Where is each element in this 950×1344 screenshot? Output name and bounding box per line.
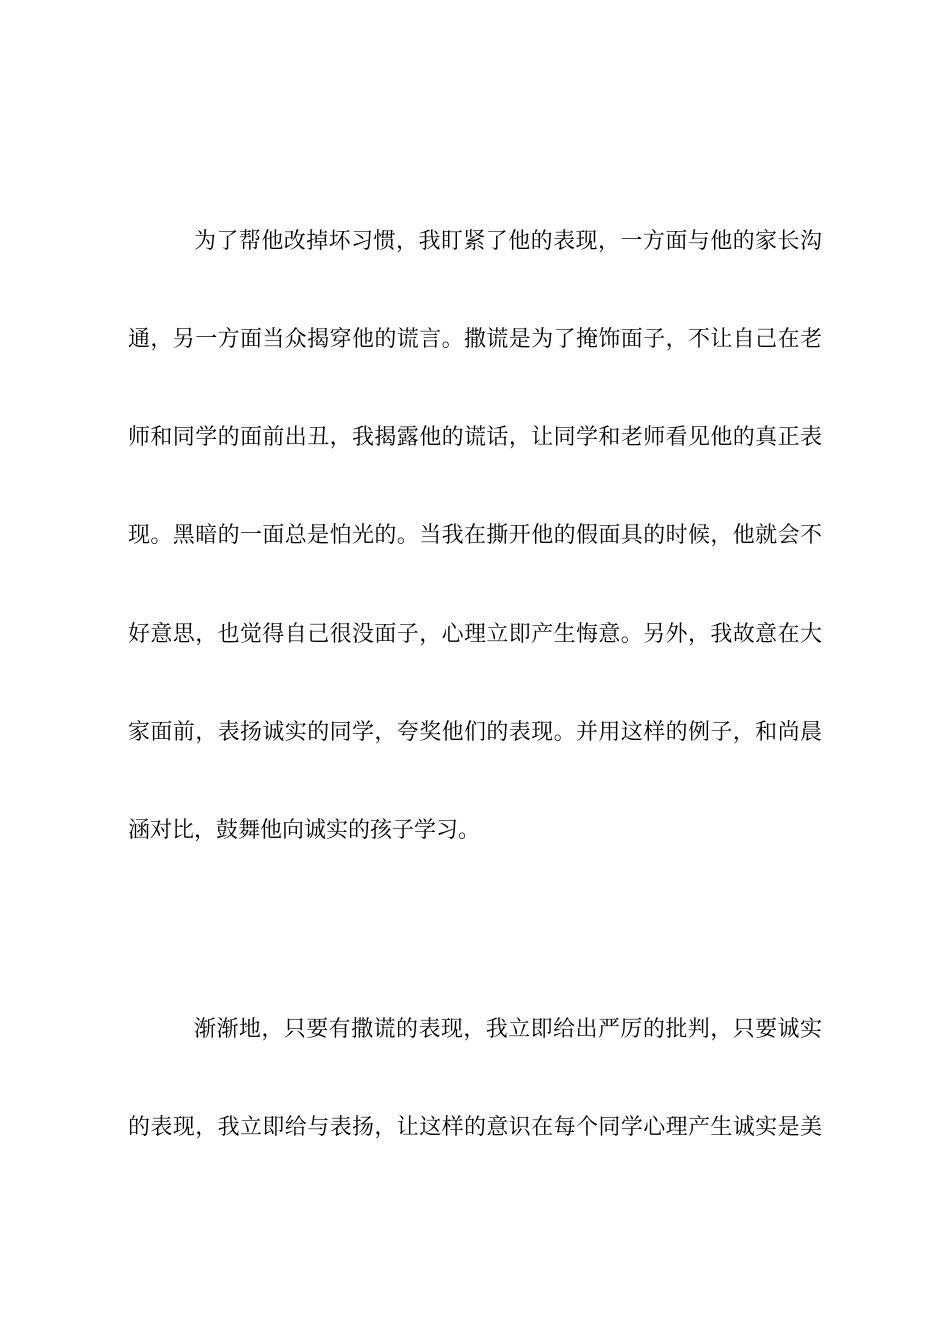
paragraph-line: 现。黑暗的一面总是怕光的。当我在撕开他的假面具的时候，他就会不 <box>128 523 822 548</box>
paragraph-line: 师和同学的面前出丑，我揭露他的谎话，让同学和老师看见他的真正表 <box>128 425 822 450</box>
paragraph-line: 为了帮他改掉坏习惯，我盯紧了他的表现，一方面与他的家长沟 <box>194 229 822 254</box>
paragraph-line: 家面前，表扬诚实的同学，夸奖他们的表现。并用这样的例子，和尚晨 <box>128 720 822 745</box>
paragraph-line: 好意思，也觉得自己很没面子，心理立即产生悔意。另外，我故意在大 <box>128 622 822 647</box>
paragraph-line: 涵对比，鼓舞他向诚实的孩子学习。 <box>128 818 481 843</box>
paragraph-line: 的表现，我立即给与表扬，让这样的意识在每个同学心理产生诚实是美 <box>128 1115 822 1140</box>
paragraph-line: 通，另一方面当众揭穿他的谎言。撒谎是为了掩饰面子，不让自己在老 <box>128 327 822 352</box>
paragraph-line: 渐渐地，只要有撒谎的表现，我立即给出严厉的批判，只要诚实 <box>194 1017 822 1042</box>
